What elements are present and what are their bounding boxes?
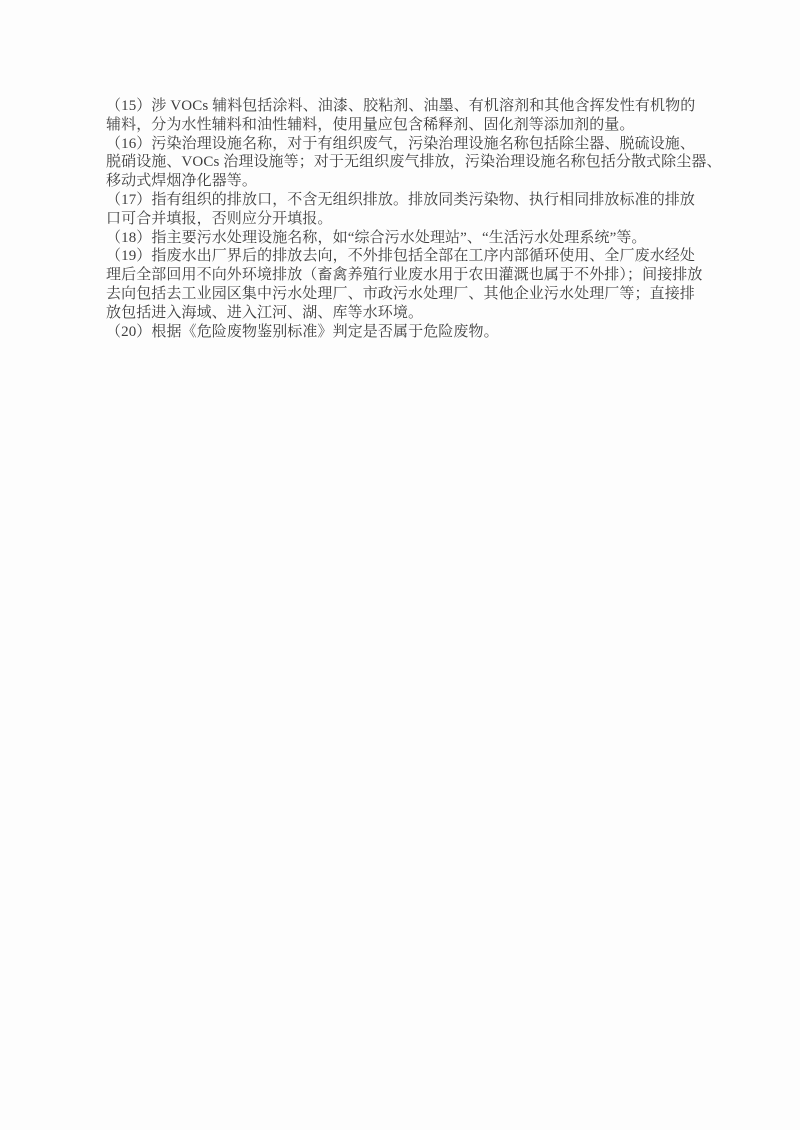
text-line: （15）涉 VOCs 辅料包括涂料、油漆、胶粘剂、油墨、有机溶剂和其他含挥发性有机物的: [106, 98, 696, 114]
text-line: （18）指主要污水处理设施名称，如“综合污水处理站”、“生活污水处理系统”等。: [106, 229, 647, 246]
text-line: 理后全部回用不向外环境排放（畜禽养殖行业废水用于农田灌溉也属于不外排）；间接排放: [106, 267, 703, 284]
text-line: 移动式焊烟净化器等。: [106, 173, 258, 190]
text-line: （16）污染治理设施名称，对于有组织废气，污染治理设施名称包括除尘器、脱硫设施、: [106, 135, 696, 152]
text-line: （17）指有组织的排放口，不含无组织排放。排放同类污染物、执行相同排放标准的排放: [106, 191, 696, 208]
text-line: 脱硝设施、VOCs 治理设施等；对于无组织废气排放，污染治理设施名称包括分散式除尘器、: [106, 154, 722, 171]
text-line: 放包括进入海域、进入江河、湖、库等水环境。: [106, 304, 424, 321]
note-paragraph-19: [106, 247, 703, 322]
text-line: 口可合并填报，否则应分开填报。: [106, 210, 333, 227]
note-paragraph-20: [106, 323, 690, 342]
note-paragraph-16: [106, 135, 722, 191]
text-line: （20）根据《危险废物鉴别标准》判定是否属于危险废物。: [106, 323, 499, 340]
text-line: 辅料，分为水性辅料和油性辅料，使用量应包含稀释剂、固化剂等添加剂的量。: [106, 116, 635, 133]
notes-text-block: [106, 97, 722, 341]
note-paragraph-17: [106, 191, 696, 229]
note-paragraph-18: [106, 229, 690, 248]
text-line: （19）指废水出厂界后的排放去向，不外排包括全部在工序内部循环使用、全厂废水经处: [106, 248, 696, 265]
text-line: 去向包括去工业园区集中污水处理厂、市政污水处理厂、其他企业污水处理厂等；直接排: [106, 285, 695, 302]
note-paragraph-15: [106, 97, 696, 135]
